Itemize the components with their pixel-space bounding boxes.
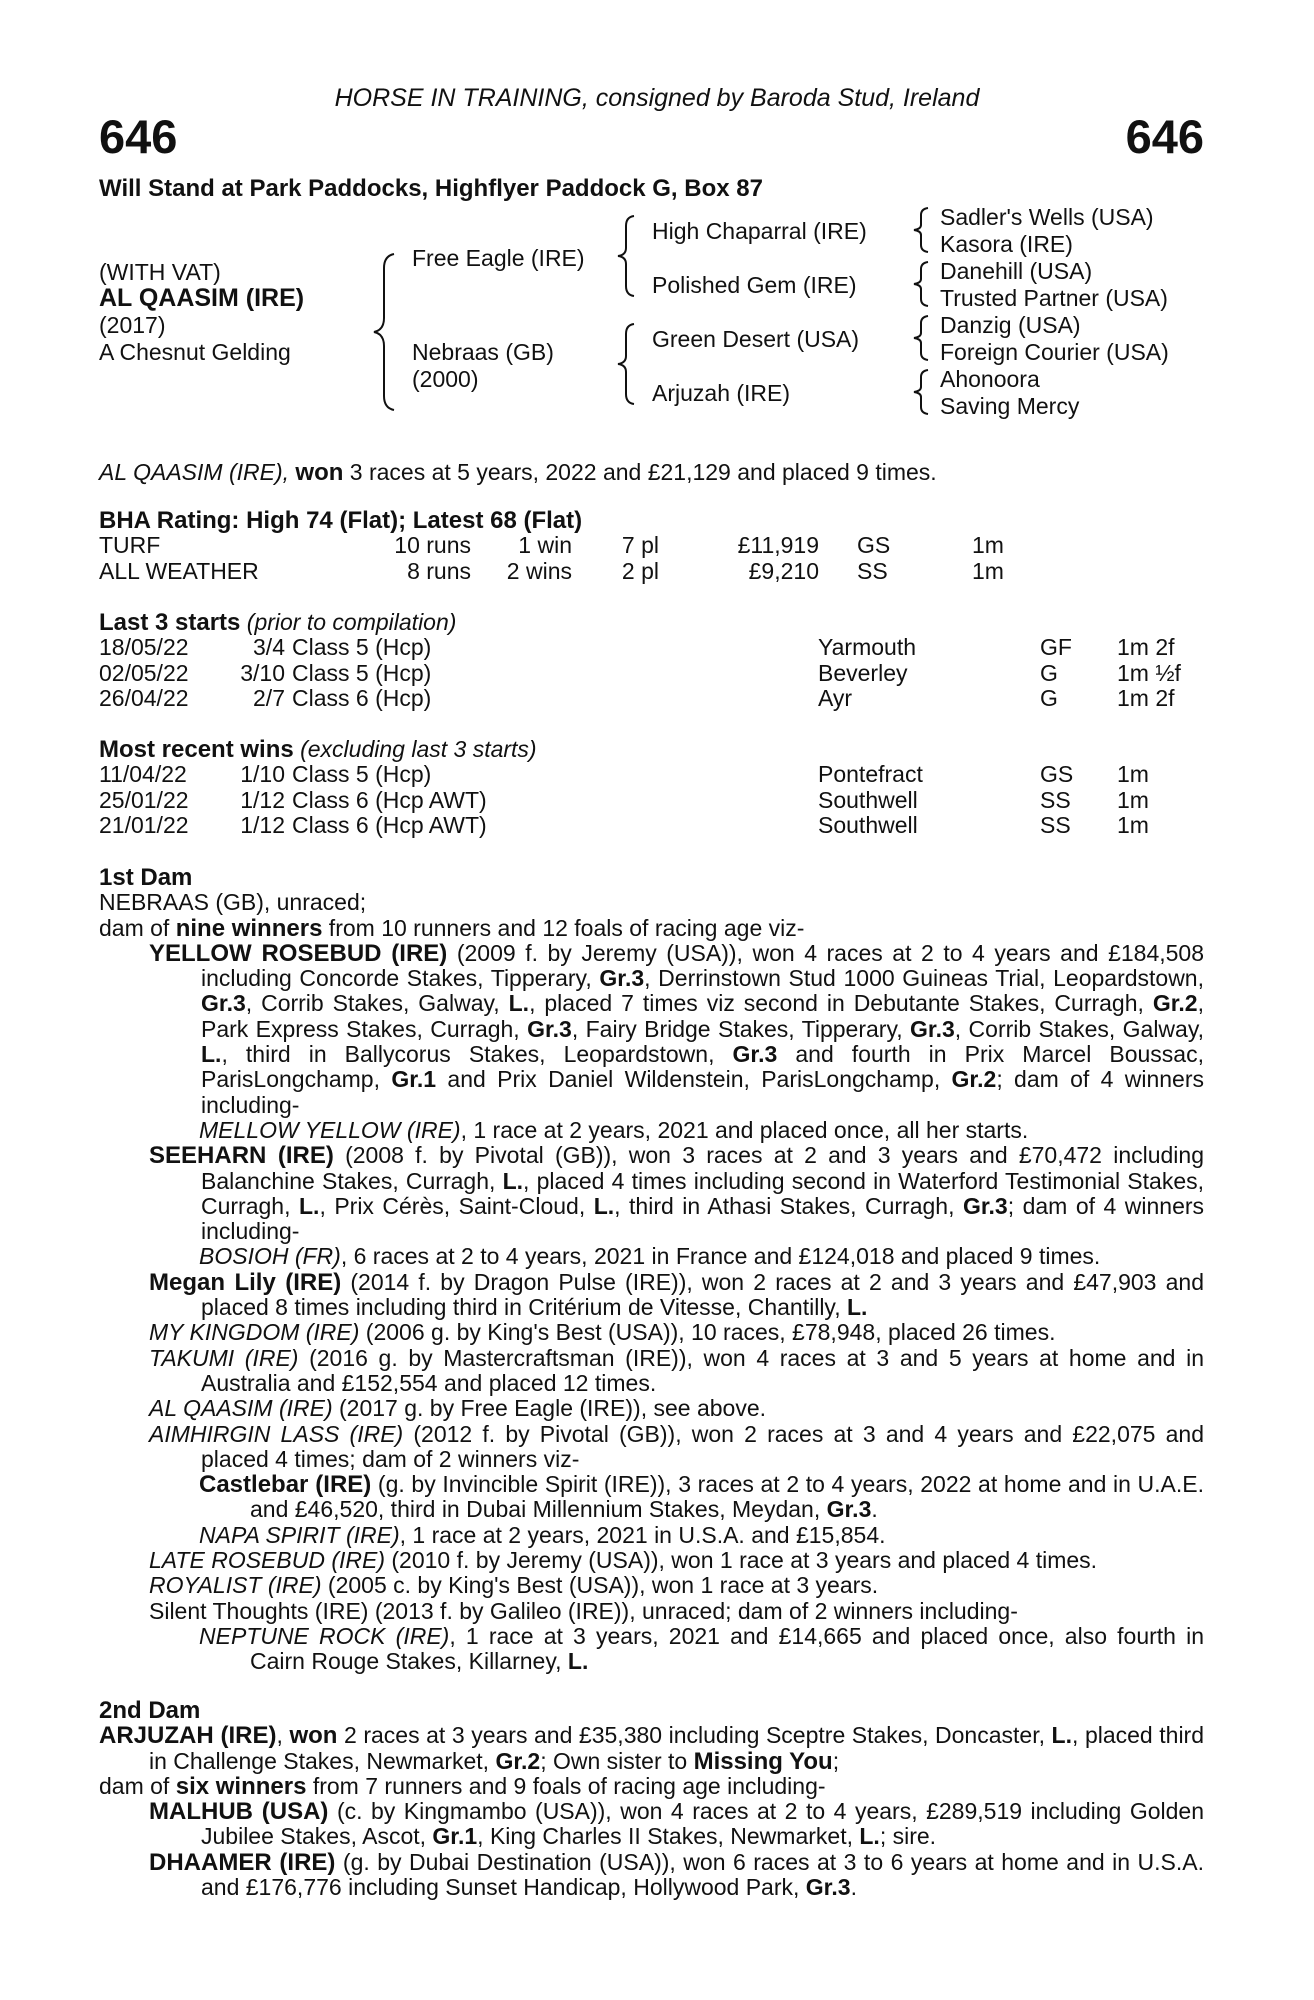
bha-rating-heading: BHA Rating: High 74 (Flat); Latest 68 (Flat) (99, 507, 583, 534)
horse-name: AL QAASIM (IRE) (99, 284, 305, 312)
dam-year: (2000) (412, 366, 479, 392)
produce-entry: TAKUMI (IRE) (2016 g. by Mastercraftsman (IRE)), won 4 races at 3 and 5 years at home and in Australia and £152,554 and placed 12 times. (149, 1344, 1204, 1396)
stand-location: Will Stand at Park Paddocks, Highflyer Paddock G, Box 87 (99, 175, 763, 202)
bha-rating-section (99, 508, 1204, 584)
produce-subentry: Castlebar (IRE) (g. by Invincible Spirit (IRE)), 3 races at 2 to 4 years, 2022 at home and in U.A.E. and £46,520, third in Dubai Millennium Stakes, Meydan, Gr.3. (199, 1471, 1205, 1523)
summary-text: 3 races at 5 years, 2022 and £21,129 and placed 9 times. (343, 459, 937, 485)
consignment-line: HORSE IN TRAINING, consigned by Baroda Stud, Ireland (334, 84, 980, 112)
win-row: 11/04/22 1/10 Class 5 (Hcp) Pontefract GS 1m (99, 761, 1149, 788)
brace-sire-parents (614, 214, 640, 298)
produce-entry: AL QAASIM (IRE) (2017 g. by Free Eagle (IRE)), see above. (149, 1395, 767, 1422)
sire-sire: High Chaparral (IRE) (652, 218, 867, 244)
brace-dd (910, 368, 934, 416)
produce-entry: Megan Lily (IRE) (2014 f. by Dragon Pulse (IRE)), won 2 races at 2 and 3 years and £47,903 and placed 8 times including third in Critérium de Vitesse, Chantilly, L. (149, 1268, 1204, 1321)
sire-sire-dam: Kasora (IRE) (940, 231, 1073, 257)
sire-dam-dam: Trusted Partner (USA) (940, 285, 1168, 311)
produce-entry: ROYALIST (IRE) (2005 c. by King's Best (USA)), won 1 race at 3 years. (149, 1572, 879, 1599)
first-dam-section (99, 865, 1204, 1675)
horse-description: A Chesnut Gelding (99, 339, 291, 365)
first-dam-produce-intro: dam of nine winners from 10 runners and 12 foals of racing age viz- (99, 914, 805, 942)
first-dam-line: NEBRAAS (GB), unraced; (99, 889, 367, 916)
summary-won: won (295, 459, 344, 486)
dam-dam-dam: Saving Mercy (940, 393, 1080, 419)
brace-sd (910, 260, 934, 308)
first-dam-heading: 1st Dam (99, 864, 193, 891)
recent-wins-heading: Most recent wins (99, 736, 294, 763)
win-row: 25/01/22 1/12 Class 6 (Hcp AWT) Southwell SS 1m (99, 786, 1149, 813)
second-dam-entry: ARJUZAH (IRE), won 2 races at 3 years and £35,380 including Sceptre Stakes, Doncaster, L., placed third in Challenge Stakes, Newmarket, Gr.2; Own sister to Missing You; (99, 1722, 1205, 1775)
produce-entry: MY KINGDOM (IRE) (2006 g. by King's Best (USA)), 10 races, £78,948, placed 26 times. (149, 1319, 1056, 1346)
dam-sire: Green Desert (USA) (652, 326, 860, 352)
last3-heading: Last 3 starts (99, 609, 241, 636)
lot-number-left: 646 (99, 110, 178, 163)
vat-note: (WITH VAT) (99, 259, 221, 285)
horse-year: (2017) (99, 312, 166, 338)
sire: Free Eagle (IRE) (412, 245, 585, 271)
brace-dam-parents (614, 322, 640, 406)
start-row: 02/05/22 3/10 Class 5 (Hcp) Beverley G 1m ½f (99, 659, 1181, 686)
dam-sire-dam: Foreign Courier (USA) (940, 339, 1169, 365)
produce-entry: Silent Thoughts (IRE) (2013 f. by Galileo (IRE)), unraced; dam of 2 winners including- (149, 1597, 1018, 1624)
recent-wins-section: Most recent wins (excluding last 3 starts) 11/04/22 1/10 Class 5 (Hcp) Pontefract GS 1m 25/01/22 1/12 Class 6 (Hcp AWT) Southwell SS 1m 21/01/22 1/12 Class 6 (Hcp AWT) Southwell SS 1m (99, 737, 1204, 838)
sire-dam-sire: Danehill (USA) (940, 258, 1093, 284)
brace-ss (910, 206, 934, 254)
dam-sire-sire: Danzig (USA) (940, 312, 1081, 338)
sire-sire-sire: Sadler's Wells (USA) (940, 204, 1154, 230)
second-dam-produce-intro: dam of six winners from 7 runners and 9 foals of racing age including- (99, 1772, 826, 1800)
produce-entry: AIMHIRGIN LASS (IRE) (2012 f. by Pivotal (GB)), won 2 races at 3 and 4 years and £22,075 and placed 4 times; dam of 2 winners viz- (149, 1420, 1204, 1472)
win-row: 21/01/22 1/12 Class 6 (Hcp AWT) Southwell SS 1m (99, 811, 1149, 838)
last-3-starts-section: Last 3 starts (prior to compilation) 18/05/22 3/4 Class 5 (Hcp) Yarmouth GF 1m 2f 02/05/22 3/10 Class 5 (Hcp) Beverley G 1m ½f 26/04/22 2/7 Class 6 (Hcp) Ayr G 1m 2f (99, 610, 1204, 711)
produce-entry: LATE ROSEBUD (IRE) (2010 f. by Jeremy (USA)), won 1 race at 3 years and placed 4 times. (149, 1547, 1098, 1574)
produce-entry: DHAAMER (IRE) (g. by Dubai Destination (USA)), won 6 races at 3 to 6 years at home and in U.S.A. and £176,776 including Sunset Handicap, Hollywood Park, Gr.3. (149, 1848, 1204, 1901)
second-dam-heading: 2nd Dam (99, 1697, 201, 1724)
produce-subentry: NEPTUNE ROCK (IRE), 1 race at 3 years, 2021 and £14,665 and placed once, also fourth in Cairn Rouge Stakes, Killarney, L. (199, 1622, 1204, 1675)
dam: Nebraas (GB) (412, 339, 554, 365)
start-row: 26/04/22 2/7 Class 6 (Hcp) Ayr G 1m 2f (99, 684, 1175, 711)
produce-entry: MALHUB (USA) (c. by Kingmambo (USA)), won 4 races at 2 to 4 years, £289,519 including Golden Jubilee Stakes, Ascot, Gr.1, King Charles II Stakes, Newmarket, L.; sire. (149, 1798, 1204, 1850)
dam-dam-sire: Ahonoora (940, 366, 1040, 392)
brace-ds (910, 314, 934, 362)
produce-subentry: BOSIOH (FR), 6 races at 2 to 4 years, 2021 in France and £124,018 and placed 9 times. (199, 1243, 1101, 1270)
sire-dam: Polished Gem (IRE) (652, 272, 857, 298)
produce-subentry: NAPA SPIRIT (IRE), 1 race at 2 years, 2021 in U.S.A. and £15,854. (199, 1521, 886, 1548)
summary-horse-name: AL QAASIM (IRE) (99, 459, 283, 485)
dam-dam: Arjuzah (IRE) (652, 380, 791, 406)
lot-number-right: 646 (1125, 110, 1204, 163)
produce-entry: SEEHARN (IRE) (2008 f. by Pivotal (GB)), won 3 races at 2 and 3 years and £70,472 including Balanchine Stakes, Curragh, L., placed 4 times including second in Waterford Testimonial Stakes, Curragh, L., Prix Cérès, Saint-Cloud, L., third in Athasi Stakes, Curragh, Gr.3; dam of 4 winners including- (149, 1142, 1205, 1245)
brace-generation-1 (370, 252, 400, 412)
rating-row: TURF 10 runs 1 win 7 pl £11,919 GS 1m (99, 532, 1004, 559)
rating-row: ALL WEATHER 8 runs 2 wins 2 pl £9,210 SS 1m (99, 557, 1004, 584)
second-dam-section (99, 1698, 1204, 1900)
race-summary: AL QAASIM (IRE), won 3 races at 5 years, 2022 and £21,129 and placed 9 times. (99, 459, 937, 486)
produce-entry: YELLOW ROSEBUD (IRE) (2009 f. by Jeremy (USA)), won 4 races at 2 to 4 years and £184,508 including Concorde Stakes, Tipperary, Gr.3, Derrinstown Stud 1000 Guineas Trial, Leopardstown, Gr.3, Corrib Stakes, Galway, L., placed 7 times viz second in Debutante Stakes, Curragh, Gr.2, Park Express Stakes, Curragh, Gr.3, Fairy Bridge Stakes, Tipperary, Gr.3, Corrib Stakes, Galway, L., third in Ballycorus Stakes, Leopardstown, Gr.3 and fourth in Prix Marcel Boussac, ParisLongchamp, Gr.1 and Prix Daniel Wildenstein, ParisLongchamp, Gr.2; dam of 4 winners including- (149, 939, 1205, 1118)
start-row: 18/05/22 3/4 Class 5 (Hcp) Yarmouth GF 1m 2f (99, 634, 1175, 661)
produce-subentry: MELLOW YELLOW (IRE), 1 race at 2 years, 2021 and placed once, all her starts. (199, 1116, 1029, 1143)
